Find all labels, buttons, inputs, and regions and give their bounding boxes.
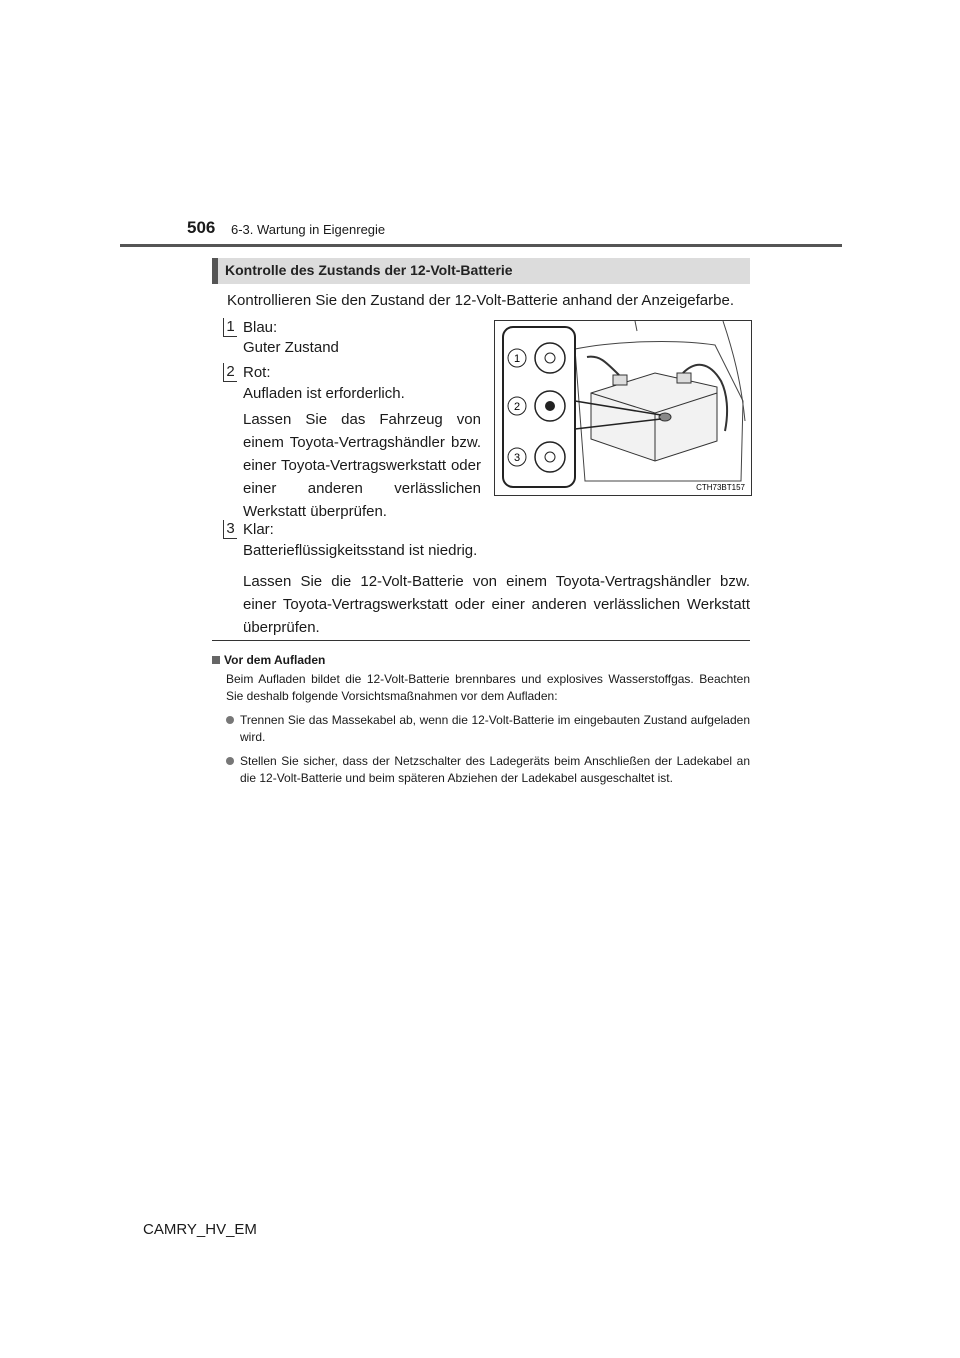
item-number-3: 3 (223, 520, 237, 539)
note-heading-row (212, 653, 325, 667)
intro-text: Kontrollieren Sie den Zustand der 12-Volt-Batterie anhand der Anzeigefarbe. (227, 292, 734, 309)
battery-drawing (495, 321, 751, 495)
battery-indicator-illustration (494, 320, 752, 496)
indicator-blue-circle (535, 343, 565, 373)
note-bullet-1: Trennen Sie das Massekabel ab, wenn die 12-Volt-Batterie im eingebauten Zustand aufgeladen wird. (240, 713, 750, 744)
note-rule (212, 640, 750, 641)
battery-body (591, 373, 717, 461)
indicator-eye (659, 413, 671, 421)
section-title-bar (212, 258, 750, 284)
battery-cable-2 (587, 357, 619, 375)
indicator-red-dot (545, 401, 555, 411)
bullet-icon (226, 716, 234, 724)
item-3-status: Batterieflüssigkeitsstand ist niedrig. (243, 542, 478, 559)
note-intro: Beim Aufladen bildet die 12-Volt-Batterie brennbares und explosives Wasserstoffgas. Beachten Sie deshalb folgende Vorsichtsmaßnahmen vor dem Aufladen: (226, 672, 750, 703)
item-2-label: Rot: (243, 364, 271, 381)
battery-terminal-1 (613, 375, 627, 385)
indicator-clear-circle (535, 442, 565, 472)
item-number-1: 1 (223, 318, 237, 337)
label-1: 1 (513, 353, 521, 365)
item-2-detail: Lassen Sie das Fahrzeug von einem Toyota-Vertragshändler bzw. einer Toyota-Vertragswerkstatt oder einer anderen verlässlichen Werkstatt überprüfen. (243, 411, 481, 520)
item-number-2: 2 (223, 363, 237, 382)
header-rule (120, 244, 842, 247)
item-1-status: Guter Zustand (243, 339, 339, 356)
item-1-label: Blau: (243, 319, 278, 336)
battery-terminal-2 (677, 373, 691, 383)
item-3-detail: Lassen Sie die 12-Volt-Batterie von einem Toyota-Vertragshändler bzw. einer Toyota-Vertragswerkstatt oder einer anderen verlässlichen Werkstatt überprüfen. (243, 573, 750, 636)
note-heading: Vor dem Aufladen (224, 653, 326, 667)
square-bullet-icon (212, 656, 220, 664)
footer-code: CAMRY_HV_EM (143, 1221, 257, 1238)
title-marker (212, 258, 218, 284)
bullet-icon (226, 757, 234, 765)
item-3-label: Klar: (243, 521, 274, 538)
item-2-status: Aufladen ist erforderlich. (243, 385, 405, 402)
illustration-code: CTH73BT157 (696, 483, 745, 492)
bay-line (635, 321, 637, 331)
label-3: 3 (513, 452, 521, 464)
label-2: 2 (513, 401, 521, 413)
section-header: 6-3. Wartung in Eigenregie (231, 222, 386, 237)
section-title: Kontrolle des Zustands der 12-Volt-Batterie (225, 262, 513, 278)
page-number: 506 (187, 218, 216, 237)
note-bullet-2: Stellen Sie sicher, dass der Netzschalter des Ladegeräts beim Anschließen der Ladekabel an die 12-Volt-Batterie und beim späteren Abziehen der Ladekabel ausgeschaltet ist. (240, 754, 750, 785)
